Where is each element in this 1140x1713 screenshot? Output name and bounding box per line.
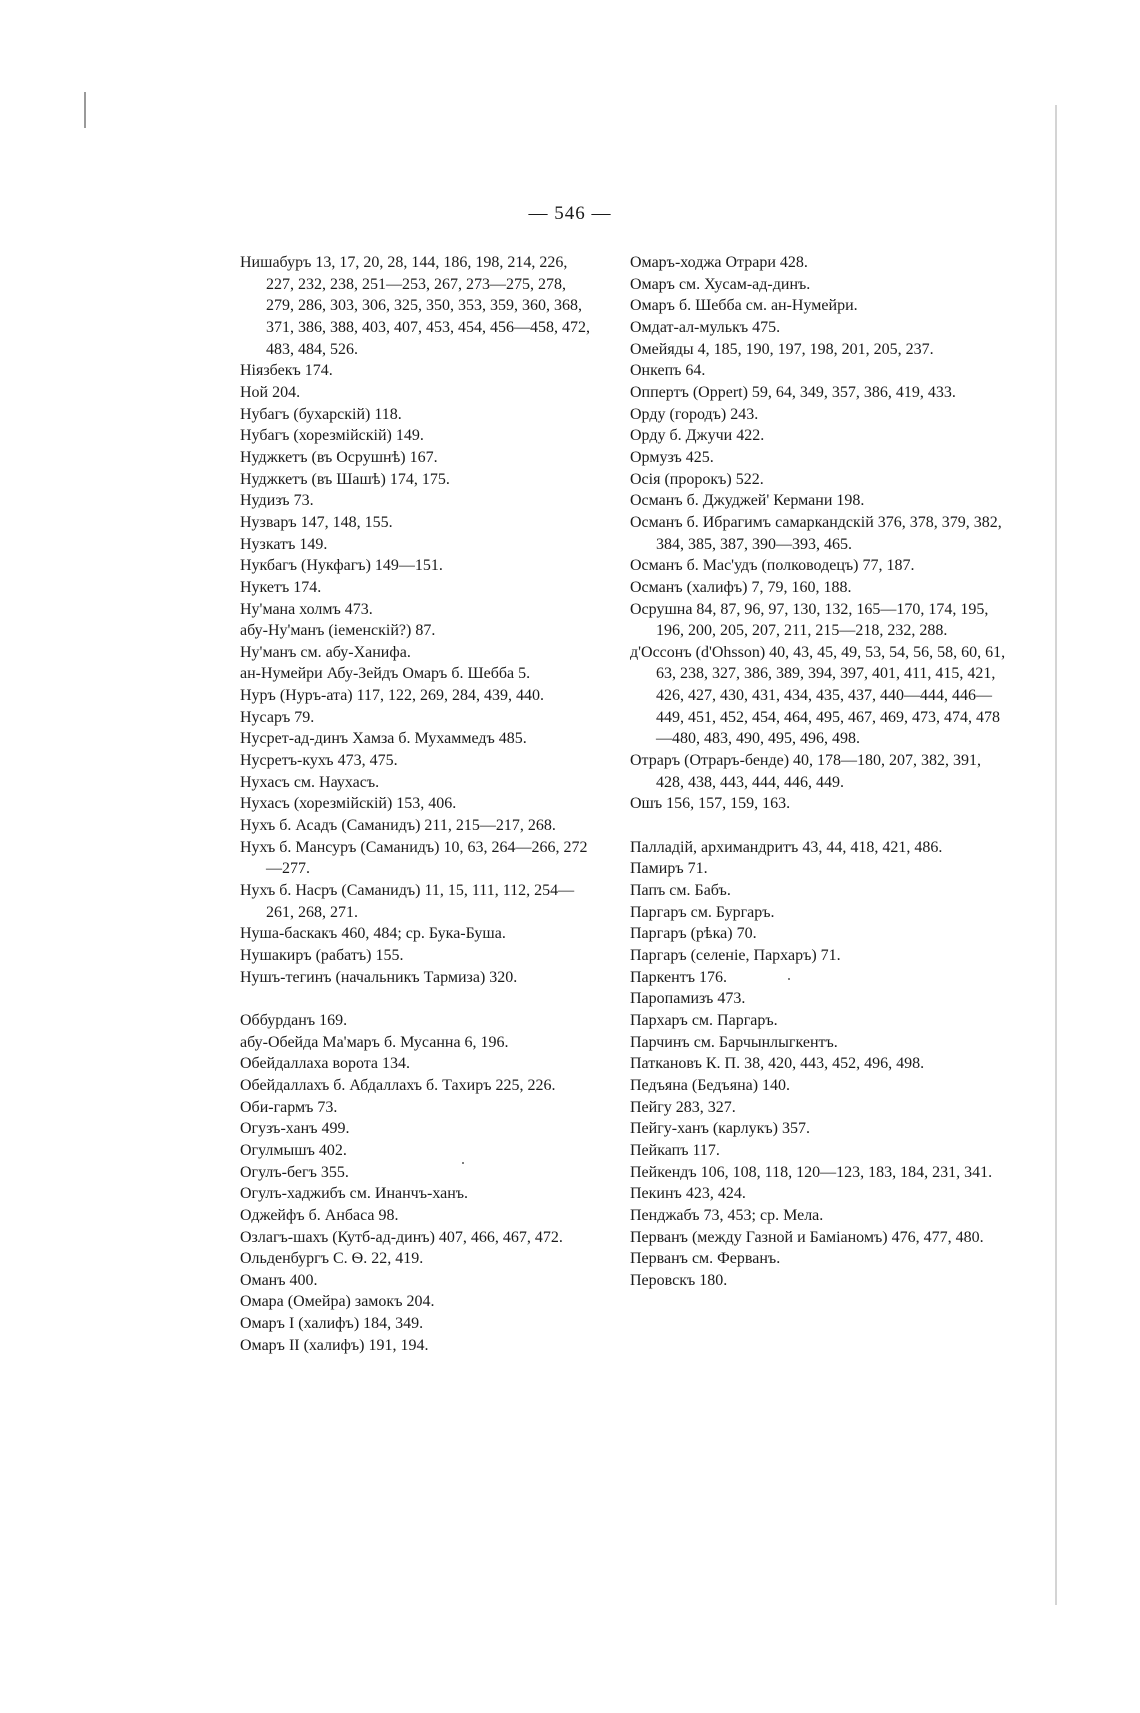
index-entry: абу-Обейда Ма'маръ б. Мусанна 6, 196. <box>240 1033 509 1051</box>
index-entry: Нукбагъ (Нукфагъ) 149—151. <box>240 557 443 575</box>
index-entry: Нубагъ (хорезмійскій) 149. <box>240 427 424 445</box>
index-entry: Обейдаллахъ б. Абдаллахъ б. Тахиръ 225, 226. <box>240 1076 556 1094</box>
index-entry: Османъ б. Мас'удъ (полководецъ) 77, 187. <box>630 557 915 575</box>
index-entry: Омейяды 4, 185, 190, 197, 198, 201, 205, 237. <box>630 340 934 358</box>
index-entry: Огулмышъ 402. <box>240 1141 347 1159</box>
index-entry: Ормузъ 425. <box>630 448 714 466</box>
index-entry: Паткановъ К. П. 38, 420, 443, 452, 496, 498. <box>630 1055 925 1073</box>
scan-edge-line-right <box>1055 105 1057 1605</box>
index-entry: Пейкендъ 106, 108, 118, 120—123, 183, 184, 231, 341. <box>630 1163 993 1181</box>
index-entry: Нудизъ 73. <box>240 492 314 510</box>
index-entry: Ной 204. <box>240 383 301 401</box>
index-entry: Омаръ б. Шебба см. ан-Нумейри. <box>630 297 858 315</box>
index-entry: Оббурданъ 169. <box>240 1011 348 1029</box>
index-entry: Ніязбекъ 174. <box>240 362 333 380</box>
page-number: — 546 — <box>528 203 612 224</box>
index-entry: Нухасъ см. Наухасъ. <box>240 773 380 791</box>
index-entry: Нузваръ 147, 148, 155. <box>240 513 393 531</box>
index-entry: Нушакиръ (рабатъ) 155. <box>240 947 404 964</box>
index-entry: Оппертъ (Oppert) 59, 64, 349, 357, 386, 419, 433. <box>630 383 956 401</box>
index-entry: Парчинъ см. Барчынлыгкентъ. <box>630 1033 838 1051</box>
index-entry: Омаръ см. Хусам-ад-динъ. <box>630 275 811 293</box>
index-entry: Нухъ б. Асадъ (Саманидъ) 211, 215—217, 268. <box>240 817 556 835</box>
index-entry: Онкепъ 64. <box>630 362 706 380</box>
index-column-right <box>630 252 1010 1291</box>
index-entry: Омдат-ал-мулькъ 475. <box>630 318 781 336</box>
index-entry: Осрушна 84, 87, 96, 97, 130, 132, 165—170, 174, 195, 196, 200, 205, 207, 211, 215—218, 232, 288. <box>630 600 989 640</box>
index-entry: Оджейфъ б. Анбаса 98. <box>240 1206 399 1224</box>
section-gap <box>240 988 595 1010</box>
index-entry: Паркентъ 176. <box>630 968 727 986</box>
index-column-left <box>240 252 595 1356</box>
index-entry: Нуша-баскакъ 460, 484; ср. Бука-Буша. <box>240 925 506 943</box>
index-entry: Нуджкетъ (въ Осрушнѣ) 167. <box>240 448 438 466</box>
index-entry: Орду (городъ) 243. <box>630 405 759 423</box>
index-entry: Огулъ-хаджибъ см. Инанчъ-ханъ. <box>240 1185 469 1203</box>
index-entry: Оманъ 400. <box>240 1271 318 1289</box>
index-entry: Обейдаллаха ворота 134. <box>240 1055 411 1073</box>
index-entry: Паргаръ (селеніе, Пархаръ) 71. <box>630 946 841 964</box>
index-entry: Нубагъ (бухарскій) 118. <box>240 405 402 423</box>
index-entry: Осія (пророкъ) 522. <box>630 470 764 488</box>
index-entry: Пекинъ 423, 424. <box>630 1185 746 1203</box>
index-entry: Нузкатъ 149. <box>240 535 328 553</box>
index-entry: Омаръ II (халифъ) 191, 194. <box>240 1336 429 1354</box>
index-entry: Османъ (халифъ) 7, 79, 160, 188. <box>630 578 852 596</box>
index-entry: Огузъ-ханъ 499. <box>240 1120 350 1138</box>
index-entry: абу-Ну'манъ (іеменскій?) 87. <box>240 622 436 640</box>
index-entry: Ольденбургъ С. Ѳ. 22, 419. <box>240 1250 424 1268</box>
index-entry: Озлагъ-шахъ (Кутб-ад-динъ) 407, 466, 467, 472. <box>240 1228 563 1246</box>
index-entry: Памиръ 71. <box>630 860 708 878</box>
index-entry: Паргаръ см. Бургаръ. <box>630 903 775 921</box>
index-entry: Османъ б. Джуджей' Кермани 198. <box>630 492 865 510</box>
index-entry: Отраръ (Отраръ-бенде) 40, 178—180, 207, 382, 391, 428, 438, 443, 444, 446, 449. <box>630 752 982 791</box>
index-entry: Ну'мана холмъ 473. <box>240 600 373 618</box>
index-entry: Огулъ-бегъ 355. <box>240 1163 349 1181</box>
index-entry: ан-Нумейри Абу-Зейдъ Омаръ б. Шебба 5. <box>240 665 531 683</box>
index-entry: Нуръ (Нуръ-ата) 117, 122, 269, 284, 439, 440. <box>240 687 545 705</box>
index-entry: Пейгу-ханъ (карлукъ) 357. <box>630 1120 810 1138</box>
index-entry: Палладій, архимандритъ 43, 44, 418, 421, 486. <box>630 838 943 856</box>
index-entry: Нухъ б. Мансуръ (Саманидъ) 10, 63, 264—266, 272—277. <box>240 838 588 878</box>
index-entry: Паргаръ (рѣка) 70. <box>630 925 757 943</box>
index-entry: Перовскъ 180. <box>630 1271 728 1289</box>
index-entry: Паропамизъ 473. <box>630 990 746 1008</box>
index-entry: Педъяна (Бедъяна) 140. <box>630 1076 791 1094</box>
index-entry: Нусрет-ад-динъ Хамза б. Мухаммедъ 485. <box>240 730 527 748</box>
scan-edge-line-left <box>84 92 86 128</box>
index-entry: Нусаръ 79. <box>240 708 315 726</box>
index-entry: Нухъ б. Насръ (Саманидъ) 11, 15, 111, 112, 254—261, 268, 271. <box>240 882 575 921</box>
index-entry: Нусретъ-кухъ 473, 475. <box>240 752 398 770</box>
index-entry: Нишабуръ 13, 17, 20, 28, 144, 186, 198, 214, 226, 227, 232, 238, 251—253, 267, 273—275, 278, 279, 286, 303, 306, 325, 350, 353, 359, 360, 368, 371, 386, 388, 403, 407, 453, 454, 456—458, 472, 483, 484, 526. <box>240 254 590 358</box>
index-entry: Омаръ I (халифъ) 184, 349. <box>240 1315 424 1333</box>
index-entry: Нухасъ (хорезмійскій) 153, 406. <box>240 795 457 813</box>
index-entry: Омаръ-ходжа Отрари 428. <box>630 254 808 271</box>
index-entry: Пенджабъ 73, 453; ср. Мела. <box>630 1206 824 1224</box>
index-entry: Нушъ-тегинъ (начальникъ Тармиза) 320. <box>240 968 518 986</box>
index-entry: Пархаръ см. Паргаръ. <box>630 1011 778 1029</box>
index-entry: Папъ см. Бабъ. <box>630 882 731 900</box>
index-entry: Нукетъ 174. <box>240 578 322 596</box>
index-entry: д'Оссонъ (d'Ohsson) 40, 43, 45, 49, 53, 54, 56, 58, 60, 61, 63, 238, 327, 386, 389, 394, 397, 401, 411, 415, 421, 426, 427, 430, 431, 434, 435, 437, 440—444, 446—449, 451, 452, 454, 464, 495, 467, 469, 473, 474, 478—480, 483, 490, 495, 496, 498. <box>630 643 1006 748</box>
index-entry: Перванъ см. Ферванъ. <box>630 1250 781 1268</box>
index-entry: Орду б. Джучи 422. <box>630 427 765 445</box>
index-entry: Османъ б. Ибрагимъ самаркандскій 376, 378, 379, 382, 384, 385, 387, 390—393, 465. <box>630 513 1002 553</box>
index-entry: Нуджкетъ (въ Шашѣ) 174, 175. <box>240 470 450 488</box>
index-entry: Пейгу 283, 327. <box>630 1098 736 1116</box>
index-entry: Пейкапъ 117. <box>630 1141 720 1159</box>
index-entry: Ну'манъ см. абу-Ханифа. <box>240 643 411 661</box>
index-entry: Омара (Омейра) замокъ 204. <box>240 1293 435 1311</box>
index-entry: Оби-гармъ 73. <box>240 1098 338 1116</box>
section-gap <box>630 815 1010 837</box>
index-entry: Перванъ (между Газной и Баміаномъ) 476, 477, 480. <box>630 1228 984 1246</box>
index-entry: Ошъ 156, 157, 159, 163. <box>630 795 791 813</box>
